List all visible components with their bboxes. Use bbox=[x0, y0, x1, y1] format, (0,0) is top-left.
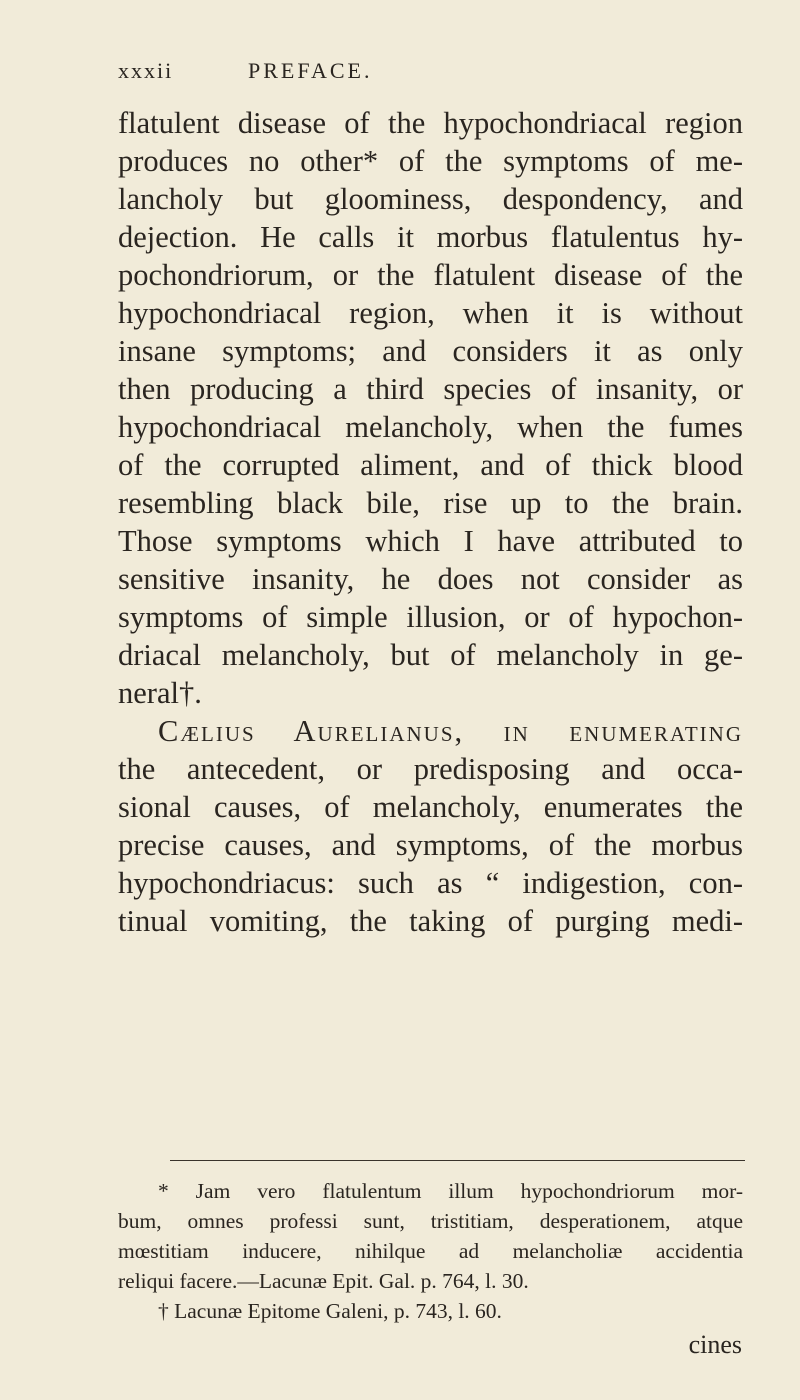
text-line: of the corrupted aliment, and of thick blood bbox=[118, 448, 743, 482]
text-line: Cælius Aurelianus, in enumerating bbox=[158, 714, 743, 748]
text-line: sional causes, of melancholy, enumerates the bbox=[118, 790, 743, 824]
running-title: PREFACE. bbox=[248, 58, 373, 83]
text-line: hypochondriacal region, when it is without bbox=[118, 296, 743, 330]
text-line: produces no other* of the symptoms of me- bbox=[118, 144, 743, 178]
text-line: flatulent disease of the hypochondriacal region bbox=[118, 106, 743, 140]
footnote-line: mœstitiam inducere, nihilque ad melancholiæ accidentia bbox=[118, 1239, 743, 1263]
page-number: xxxii bbox=[118, 58, 174, 83]
footnotes bbox=[118, 1176, 743, 1326]
text-line: resembling black bile, rise up to the brain. bbox=[118, 486, 743, 520]
text-line: lancholy but gloominess, despondency, and bbox=[118, 182, 743, 216]
text-line: insane symptoms; and considers it as only bbox=[118, 334, 743, 368]
page-header bbox=[118, 58, 740, 98]
catchword: cines bbox=[688, 1330, 742, 1359]
text-line: the antecedent, or predisposing and occa- bbox=[118, 752, 743, 786]
footnote-line: reliqui facere.—Lacunæ Epit. Gal. p. 764, l. 30. bbox=[118, 1269, 529, 1293]
body-text bbox=[118, 104, 743, 940]
text-line: Those symptoms which I have attributed to bbox=[118, 524, 743, 558]
text-line: sensitive insanity, he does not consider as bbox=[118, 562, 743, 596]
footnote-line: bum, omnes professi sunt, tristitiam, desperationem, atque bbox=[118, 1209, 743, 1233]
text-line: symptoms of simple illusion, or of hypochon- bbox=[118, 600, 743, 634]
footnote-line: * Jam vero flatulentum illum hypochondriorum mor- bbox=[158, 1179, 743, 1203]
footnote-line: † Lacunæ Epitome Galeni, p. 743, l. 60. bbox=[158, 1299, 502, 1323]
text-line: precise causes, and symptoms, of the morbus bbox=[118, 828, 743, 862]
text-line: tinual vomiting, the taking of purging medi- bbox=[118, 904, 743, 938]
text-line: then producing a third species of insanity, or bbox=[118, 372, 743, 406]
text-line: hypochondriacus: such as “ indigestion, con- bbox=[118, 866, 743, 900]
text-line: dejection. He calls it morbus flatulentus hy- bbox=[118, 220, 743, 254]
text-line: pochondriorum, or the flatulent disease of the bbox=[118, 258, 743, 292]
footnote-divider bbox=[170, 1160, 745, 1161]
text-line: driacal melancholy, but of melancholy in ge- bbox=[118, 638, 743, 672]
text-line: hypochondriacal melancholy, when the fumes bbox=[118, 410, 743, 444]
text-line: neral†. bbox=[118, 676, 202, 710]
